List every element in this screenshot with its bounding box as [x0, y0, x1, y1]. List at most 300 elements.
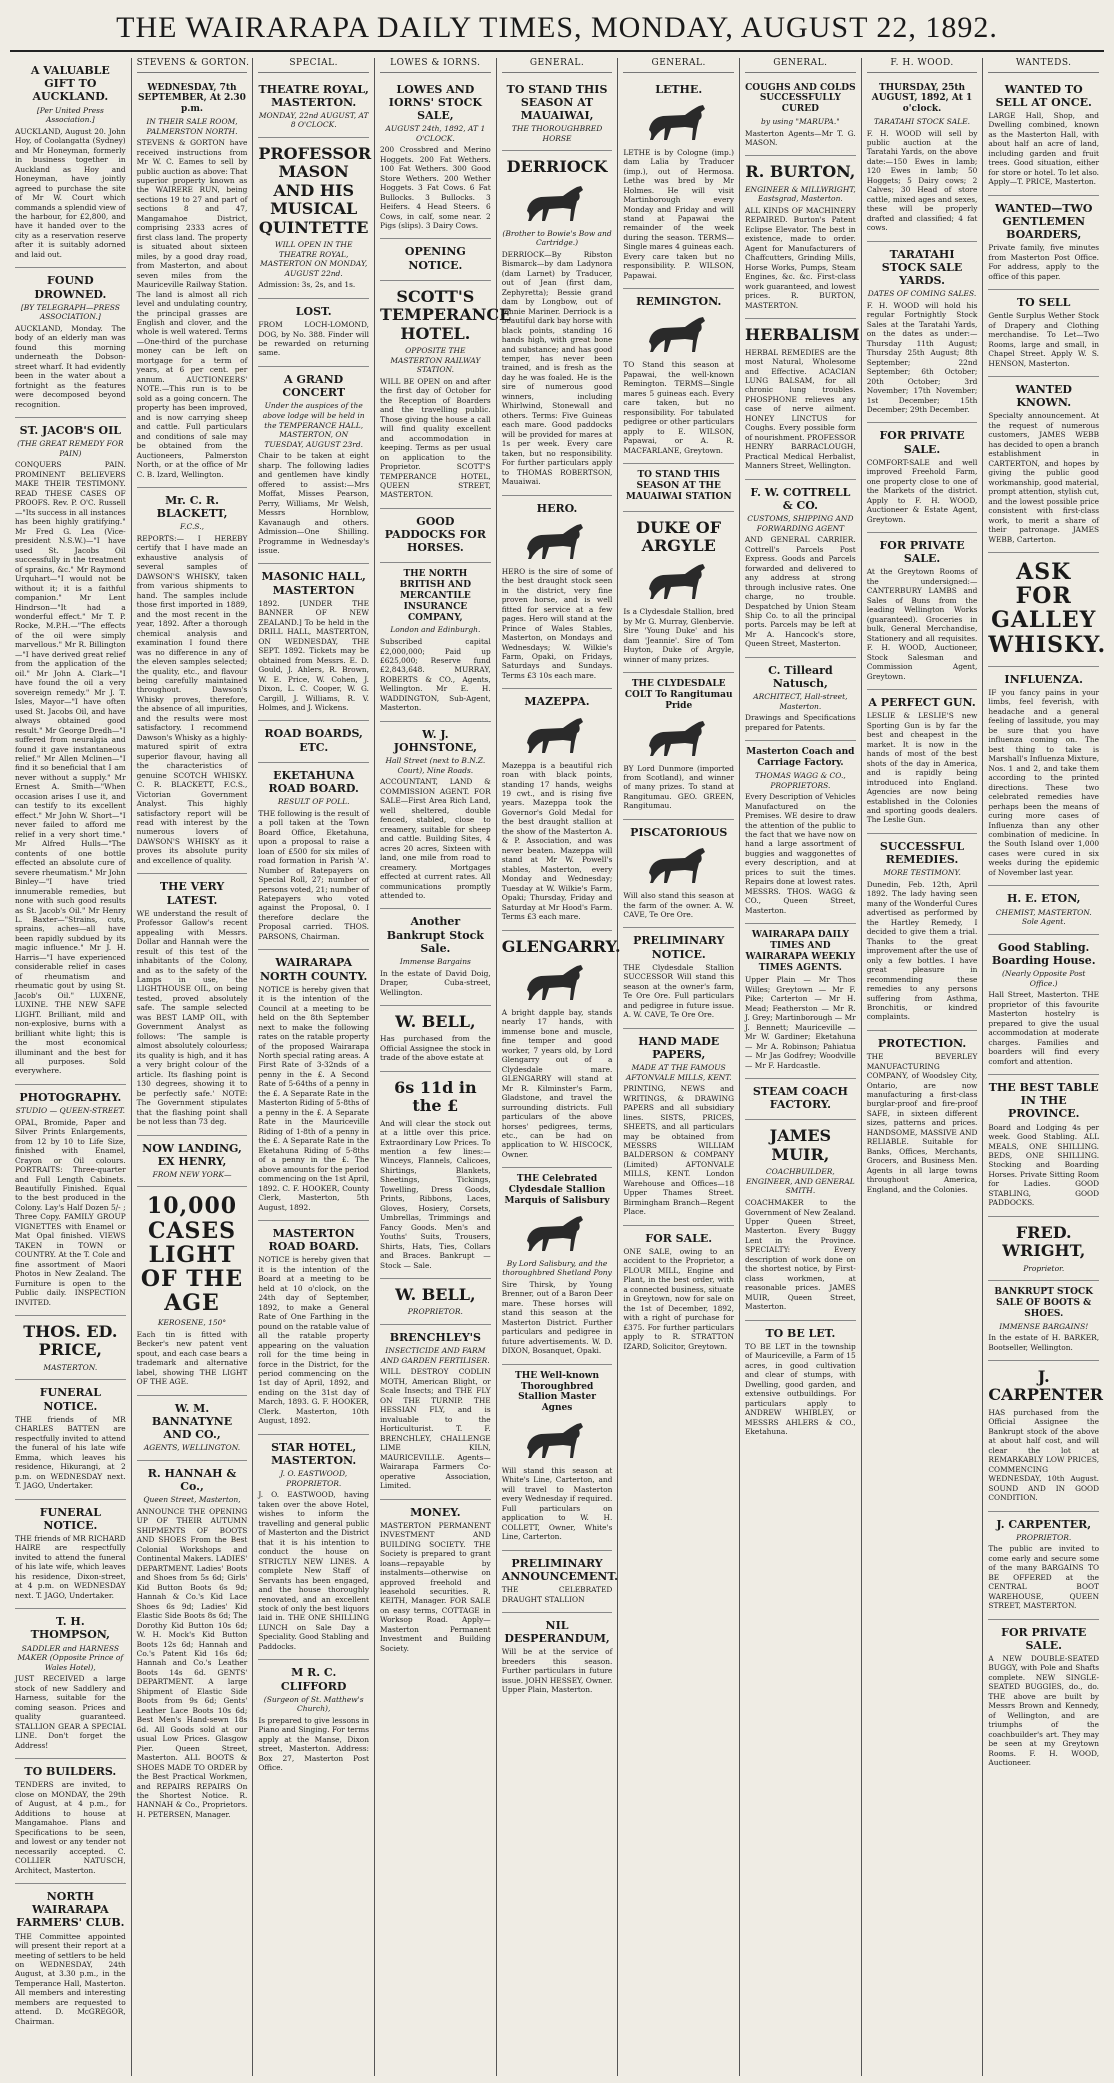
- advertisement: [380, 239, 491, 280]
- advertisement: [258, 564, 369, 721]
- ad-subtitle: Immense Bargains: [399, 957, 471, 967]
- column-6: [618, 58, 740, 2076]
- horse-illustration: [623, 312, 734, 356]
- ad-subtitle: CHEMIST, MASTERTON. Sole Agent.: [995, 907, 1092, 927]
- ad-title: FOR PRIVATE SALE.: [1001, 1625, 1087, 1652]
- ad-title: TO STAND THIS SEASON AT THE MAUAIWAI STATION: [625, 470, 732, 502]
- ad-subtitle: (Brother to Bowie's Bow and Cartridge.): [502, 228, 612, 248]
- ad-body: DERRIOCK—By Ribston Bismarck—by dam Ladynora (dam Larnet) by Traducer, out of Jean (first dam, Zephyretta); Bessie grand dam by Longbow, out of Jennie Mariner. Derriock is a beautiful dark bay horse with black points, standing 16 hands high, with great bone and substance; and has good temper, has never been trained, and is fresh as the day he was foaled. He is the sire of numerous good winners, including Whirlwind, Stonewall and others. Terms: Five Guineas each mare. Good paddocks will be provided for mares at 1s per week. Every care taken, but no responsibility. For further particulars apply to THOMAS ROBERTSON, Mauaiwai.: [501, 249, 613, 487]
- advertisement: [380, 909, 491, 1006]
- advertisement: [988, 935, 1099, 1075]
- ad-title: HAND MADE PAPERS,: [638, 1034, 720, 1061]
- advertisement: [745, 1321, 856, 1445]
- horse-illustration: [623, 100, 734, 144]
- ad-body: NOTICE is hereby given that it is the intention of the Board at a meeting to be held at 10 o'clock, on the 24th day of September, 1892, to make a General Rate of One Farthing in the pound on the ratable value of all the ratable property appearing on the valuation roll for the time being in force in the District, for the period commencing on the 1st day of April, 1892, and ending on the 31st day of March, 1893. G. F. HOOKER, Clerk. Masterton, 10th August, 1892.: [258, 1255, 370, 1426]
- ad-body: FROM LOCH-LOMOND, DOG, by No. 388. Finder will be rewarded on returning same.: [258, 320, 370, 358]
- horse-illustration: [502, 960, 613, 1004]
- ad-subtitle: MADE AT THE FAMOUS AFTONVALE MILLS, KENT.: [625, 1063, 732, 1082]
- ad-body: AUCKLAND, Monday. The body of an elderly man was found this morning underneath the Dobson-street wharf. It had evidently been in the water about a fortnight as the features were decomposed beyond recognition.: [15, 323, 126, 409]
- advertisement: [745, 319, 860, 479]
- advertisement: [988, 1281, 1099, 1361]
- column-2: [132, 58, 254, 2076]
- ad-body: Dunedin, Feb. 12th, April 1892. The lady having seen many of the Wonderful Cures advertised as performed by the Hartley Remedy, I decided to give them a trial. Thanks to the great improvement after the use of only a few bottles. I have great pleasure in recommending these remedies to any persons suffering from Asthma, Bronchitis, or kindred complaints.: [866, 879, 978, 1022]
- advertisement: [988, 667, 1099, 887]
- advertisement: [502, 496, 613, 690]
- column-header: SPECIAL.: [258, 58, 369, 73]
- advertisement: [15, 268, 126, 418]
- ad-title: A PERFECT GUN.: [868, 696, 976, 710]
- advertisement: [258, 299, 369, 367]
- ad-body: TENDERS are invited, to close on MONDAY, the 29th of August, at 4 p.m., for Additions to house at Mangamahoe. Plans and Specifications to be seen, and lowest or any tender not necessarily accepted. C. COLLIER NATUSCH, Architect, Masterton.: [15, 1780, 126, 1875]
- ad-title: THE Well-known Thoroughbred Stallion Master Agnes: [515, 1370, 599, 1414]
- ad-title: WANTED KNOWN.: [1015, 383, 1072, 410]
- horse-illustration: [502, 519, 613, 563]
- advertisement: [988, 1075, 1099, 1217]
- advertisement: [745, 156, 856, 319]
- advertisement: [623, 820, 734, 929]
- ad-body: WE understand the result of Professor Gallow's recent appealing with Messrs. Dollar and Hannah were the result of this test of the inhabitants of the Colony, and as to the safety of the Lamps in use, the LIGHTHOUSE OIL, on being tested, proved absolutely safe. The sample selected was BEST LAMP OIL, with Government Analyst as follows: 'The sample is almost absolutely colourless; its quality is high, and it has a very bright colour of the article. Its flashing point is 130 degrees, showing it to be perfectly safe.' NOTE: The Government stipulates that the flashing point shall be not less than 73 deg.: [136, 908, 248, 1127]
- advertisement: [745, 741, 856, 924]
- ad-title: THEATRE ROYAL, MASTERTON.: [258, 82, 369, 109]
- advertisement: [745, 658, 856, 742]
- ad-body: Specialty announcement. At the request of numerous customers, JAMES WEBB has decided to open a branch establishment in CARTERTON, and hopes by giving the public good workmanship, good material, prompt attention, stylish cut, and the lowest possible price consistent with first-class work, to merit a share of their patronage. JAMES WEBB, Carterton.: [988, 411, 1100, 544]
- ad-title: 10,000 CASES LIGHT OF THE AGE: [140, 1193, 244, 1317]
- ad-body: The public are invited to come early and secure some of the many BARGAINS TO BE OFFERED at the CENTRAL BOOT WAREHOUSE, QUEEN STREET, MASTERTON.: [988, 1544, 1100, 1611]
- advertisement: [988, 1217, 1099, 1281]
- ad-body: LESLIE & LESLIE'S new Sporting Gun is by far the best and cheapest in the market. It is now in the hands of most of the best shots of the day in America, and is rapidly being introduced into England. Agencies are now being established in the Colonies and sporting goods dealers. The Leslie Gun.: [866, 711, 978, 825]
- ad-subtitle: Proprietor.: [1023, 1263, 1065, 1273]
- ad-body: A NEW DOUBLE-SEATED BUGGY, with Pole and Shafts complete. NEW SINGLE-SEATED BUGGIES, do., do. THE above are built by Messrs Brown and Kennedy, of Wellington, and are triumphs of the coachbuilder's art. They may be seen at my Greytown Rooms. F. H. WOOD, Auctioneer.: [988, 1654, 1100, 1768]
- ad-subtitle: FROM NEW YORK—: [152, 1169, 232, 1179]
- ad-body: In the estate of David Doig, Draper, Cuba-street, Wellington.: [380, 968, 491, 997]
- ad-title: WAIRARAPA DAILY TIMES AND WAIRARAPA WEEKLY TIMES AGENTS.: [745, 930, 856, 973]
- advertisement: [502, 1365, 613, 1551]
- ad-title: W. BELL,: [395, 1285, 476, 1305]
- ad-title: A GRAND CONCERT: [282, 372, 346, 400]
- advertisement: [137, 1136, 248, 1188]
- ad-subtitle: F.C.S.,: [180, 522, 204, 532]
- advertisement: [15, 1759, 126, 1884]
- advertisement: [15, 1316, 126, 1380]
- ad-title: THE NORTH BRITISH AND MERCANTILE INSURANCE COMPANY,: [399, 569, 472, 623]
- ad-body: Is prepared to give lessons in Piano and Singing. For terms apply at the Manse, Dixon street, Masterton. Address: Box 27, Masterton Post Office.: [258, 1715, 370, 1773]
- column-header: STEVENS & GORTON.: [137, 58, 248, 73]
- advertisement: [258, 367, 369, 565]
- ad-subtitle: AGENTS, WELLINGTON.: [143, 1443, 241, 1453]
- ad-body: And will clear the stock out at a little over this price. Extraordinary Low Prices. To mention a few lines:—Winceys, Flannels, Calicoes, Shirtings, Blankets, Sheetings, Tickings, Towelling, Dress Goods, Prints, Ribbons, Laces, Gloves, Hosiery, Corsets, Umbrellas, Trimmings and Fancy Goods. Men's and Youths' Suits, Trousers, Shirts, Hats, Ties, Collars and Braces. Bankrupt — Stock — Sale.: [380, 1118, 491, 1270]
- ad-body: COACHMAKER to the Government of New Zealand. Upper Queen Street, Masterton. Every Buggy Lent in the Province. SPECIALTY: Every description of work done on the shortest notice, by First-class workmen, at reasonable prices. JAMES MUIR, Queen Street, Masterton.: [745, 1198, 856, 1312]
- advertisement: [623, 512, 734, 674]
- ad-title: H. E. ETON,: [1006, 892, 1081, 906]
- ad-title: FRED. WRIGHT,: [1002, 1222, 1086, 1261]
- advertisement: [745, 1120, 856, 1320]
- advertisement: [988, 77, 1099, 196]
- ad-title: STAR HOTEL, MASTERTON.: [271, 1440, 357, 1467]
- ad-title: ROAD BOARDS, ETC.: [264, 727, 363, 754]
- ad-body: THE CELEBRATED DRAUGHT STALLION: [501, 1585, 613, 1604]
- ad-subtitle: AUGUST 24th, 1892, AT 1 O'CLOCK.: [385, 124, 486, 143]
- advertisement: [258, 1435, 369, 1661]
- advertisement: [137, 874, 248, 1135]
- ad-subtitle: WILL OPEN IN THE THEATRE ROYAL, MASTERTON ON MONDAY, AUGUST 22nd.: [260, 240, 368, 278]
- ad-subtitle: SADDLER and HARNESS MAKER (Opposite Prince of Wales Hotel),: [17, 1643, 124, 1672]
- ad-title: J. CARPENTER: [988, 1367, 1104, 1405]
- ad-subtitle: RESULT OF POLL.: [277, 797, 350, 807]
- ad-body: ONE SALE, owing to an accident to the Proprietor, a FLOUR MILL, Engine and Plant, in the best order, with a connected business, situate in Greytown, now for sale on the 1st of December, 1892, with a right of purchase for £375. For further particulars apply to R. STRATTON IZARD, Solicitor, Greytown.: [623, 1246, 735, 1351]
- advertisement: [380, 1006, 491, 1072]
- ad-title: PROTECTION.: [877, 1036, 967, 1050]
- ad-body: Gentle Surplus Wether Stock of Drapery and Clothing merchandise. To Let—Two Rooms, large and small, in Chapel Street. Apply W. S. HENSON, Masterton.: [988, 311, 1100, 368]
- ad-body: STEVENS & GORTON have received instructions from Mr W. C. Eames to sell by public auction as above: That superior property known as the WAIRERE RUN, being sections 19 to 27 and part of sections 8 and 47, Mangamahoe District, comprising 2333 acres of first class land. The property is situated about sixteen miles, by a good dray road, from Masterton, and about seven miles from the Mauriceville Railway Station. The land is almost all rich level and undulating country, the principal grasses are English and clover, and the whole is well watered. Terms—One-third of the purchase money can be left on mortgage for a term of years, at 6 per cent. per annum. AUCTIONEERS' NOTE.—This run is to be sold as a going concern. The property has been improved, and is now carrying sheep and cattle. Full particulars and conditions of sale may be obtained from the Auctioneers, Palmerston North, or at the office of Mr C. B. Izard, Wellington.: [136, 138, 248, 479]
- ad-body: Private family, five minutes from Masterton Post Office. For address, apply to the office of this paper.: [988, 243, 1100, 281]
- ad-title: PHOTOGRAPHY.: [19, 1090, 122, 1104]
- horse-illustration: [502, 713, 613, 757]
- horse-illustration: [623, 716, 734, 760]
- ad-body: 200 Crossbred and Merino Hoggets. 200 Fat Wethers. 100 Fat Wethers. 300 Good Store Wethers. 200 Wether Hoggets. 3 Fat Cows. 6 Fat Bullocks. 3 Bullocks. 3 Heifers. 4 Head Steers. 6 Cows, in calf, some near. 2 Pigs (slips). 3 Dairy Cows.: [380, 145, 491, 231]
- ad-body: PRINTING, NEWS and WRITINGS, & DRAWING PAPERS and all subsidiary lines. SISTS, PRICES, SHEETS, and all particulars may be obtained from MESSRS WILLIAM BALDERSON & COMPANY (Limited) AFTONVALE MILLS, KENT. London Warehouse and Offices—18 Upper Thames Street. Birmingham Branch—Regent Place.: [623, 1084, 735, 1217]
- ad-body: WILL BE OPEN on and after the first day of October for the Reception of Boarders and the travelling public. Those giving the house a call will find quality excellent and accommodation in keeping. Terms as per usual on application to the Proprietor. SCOTT'S TEMPERANCE HOTEL, QUEEN STREET, MASTERTON.: [380, 376, 491, 500]
- ad-subtitle: COACHBUILDER, ENGINEER, AND GENERAL SMITH.: [745, 1167, 855, 1196]
- advertisement: [867, 242, 978, 424]
- advertisement: [502, 77, 613, 152]
- ad-title: BRENCHLEY'S: [389, 1331, 481, 1345]
- ad-title: WANTED—TWO GENTLEMEN BOARDERS,: [994, 201, 1093, 242]
- advertisement: [15, 1500, 126, 1610]
- advertisement: [258, 1660, 369, 1780]
- ad-subtitle: J. O. EASTWOOD, PROPRIETOR.: [280, 1469, 348, 1488]
- advertisement: [380, 1325, 491, 1499]
- ad-subtitle: PROPRIETOR.: [1016, 1532, 1072, 1542]
- ad-subtitle: DATES OF COMING SALES.: [867, 289, 977, 299]
- advertisement: [15, 58, 126, 268]
- ad-title: SCOTT'S TEMPERANCE HOTEL.: [380, 286, 512, 343]
- advertisement: [15, 418, 126, 1085]
- ad-title: INFLUENZA.: [1004, 672, 1083, 686]
- ad-title: W. J. JOHNSTONE,: [393, 727, 477, 754]
- advertisement: [623, 464, 734, 511]
- ad-title: TO SELL: [1017, 296, 1071, 310]
- column-8: [862, 58, 984, 2076]
- ad-body: Admission: 3s, 2s, and 1s.: [258, 280, 356, 290]
- ad-body: A bright dapple bay, stands nearly 17 hands, with immense bone and muscle, fine temper and good worker, 7 years old, by Lord Glengarry out of a Clydesdale mare. GLENGARRY will stand at Mr R. Kilminster's Farm, Gladstone, and travel the surrounding districts. Full particulars of the above horses' pedigrees, terms, etc., can be had on application to W. HISCOCK, Owner.: [501, 1007, 613, 1159]
- ad-body: REPORTS:— I HEREBY certify that I have made an exhaustive analysis of several samples of DAWSON'S WHISKY, taken from various shipments to hand. The samples include those first imported in 1889, and the most recent in the year, 1892. After a thorough chemical analysis and examination I found there was no difference in any of the eleven samples selected; the quality, etc., and flavour being carefully maintained throughout. Dawson's Whisky proves, therefore, the absence of all impurities, and the results were most satisfactory. I recommend Dawson's Whisky as a highly-matured spirit of extra superior flavour, having all the characteristics of genuine SCOTCH WHISKY. C. R. BLACKETT, F.C.S., Victorian Government Analyst. This highly satisfactory report will be read with interest by the numerous lovers of DAWSON'S WHISKY as it proves its absolute purity and excellence of quality.: [136, 533, 248, 865]
- advertisement: [15, 1085, 126, 1316]
- ad-title: R. HANNAH & Co.,: [147, 1466, 237, 1494]
- ad-subtitle: ENGINEER & MILLWRIGHT, Eastsgrad, Masterton.: [745, 184, 856, 204]
- ad-title: FUNERAL NOTICE.: [39, 1386, 101, 1413]
- ad-title: STEAM COACH FACTORY.: [752, 1085, 848, 1112]
- ad-title: SUCCESSFUL REMEDIES.: [879, 839, 965, 867]
- advertisement: [258, 763, 369, 951]
- ad-body: Every Description of Vehicles Manufactured on the Premises. WE desire to draw the attention of the public to the fact that we have now on hand a large assortment of buggies and waggonettes of every description, and at prices to suit the times. Repairs done at lowest rates. MESSRS. THOS. WAGG & CO., Queen Street, Masterton.: [745, 792, 856, 915]
- ad-subtitle: (Nearly Opposite Post Office.): [1001, 969, 1086, 988]
- ad-body: THE following is the result of a poll taken at the Town Board Office, Eketahuna, upon a proposal to raise a loan of £500 for six miles of road formation in Parish 'A'. Number of Ratepayers on Special Roll, 27; number of persons voted, 21; number of Ratepayers who voted against the Proposal, 0. I therefore declare the Proposal carried. THOS. PARSONS, Chairman.: [258, 808, 370, 941]
- ad-title: TARATAHI STOCK SALE YARDS.: [881, 247, 963, 288]
- ad-title: PRELIMINARY NOTICE.: [633, 934, 725, 961]
- ad-title: NORTH WAIRARAPA FARMERS' CLUB.: [16, 1890, 125, 1930]
- ad-subtitle: By Lord Salisbury, and the thoroughbred Shetland Pony: [502, 1258, 612, 1278]
- ad-title: Mr. C. R. BLACKETT,: [156, 493, 228, 521]
- advertisement: [867, 77, 978, 242]
- ad-subtitle: Hall Street (next to B.N.Z. Court), Nine Roads.: [385, 756, 486, 775]
- ad-title: FOR PRIVATE SALE.: [879, 539, 965, 566]
- ad-body: TO BE LET in the township of Mauriceville, a Farm of 15 acres, in good cultivation and clear of stumps, with Dwelling, good garden, and extensive outbuildings. For particulars apply to ANDREW WHIBLEY, or MESSRS AHLERS & CO., Eketahuna.: [745, 1341, 856, 1437]
- ad-title: TO BE LET.: [765, 1326, 836, 1340]
- ad-body: WILL DESTROY CODLIN MOTH, American Blight, or Scale Insects; and THE FLY ON THE TURNIP. THE HESSIAN FLY, and is invaluable to the Horticulturist. T. F. BRENCHLEY, CHALLENGE LIME KILN, MAURICEVILLE. Agents—Wairarapa Farmers Co-operative Association, Limited.: [380, 1367, 491, 1491]
- ad-subtitle: IMMENSE BARGAINS!: [999, 1321, 1089, 1331]
- ad-body: F. H. WOOD will hold his regular Fortnightly Stock Sales at the Taratahi Yards, on the dates as under:—Thursday 11th August; Thursday 25th August; 8th September; 22nd September; 6th October; 20th October; 3rd November; 17th November; 1st December; 15th December; 29th December.: [866, 300, 978, 414]
- ad-body: Will also stand this season at the farm of the owner. A. W. CAVE, Te Ore Ore.: [623, 891, 735, 919]
- ad-title: COUGHS AND COLDS SUCCESSFULLY CURED: [745, 82, 856, 115]
- ad-title: DERRIOCK: [506, 157, 608, 177]
- ad-title: THE Celebrated Clydesdale Stallion Marquis of Salisbury: [504, 1174, 610, 1207]
- ad-body: COMFORT-SALE and well improved Freehold Farm, one property close to one of the Markets of the district. Apply to F. H. WOOD, Auctioneer & Estate Agent, Greytown.: [866, 457, 978, 524]
- column-header: GENERAL.: [502, 58, 613, 73]
- ad-title: Masterton Coach and Carriage Factory.: [746, 747, 855, 769]
- ad-title: 6s 11d in the £: [394, 1077, 477, 1116]
- ad-subtitle: [Per United Press Association.]: [36, 105, 104, 125]
- ad-title: WAIRARAPA NORTH COUNTY.: [259, 956, 368, 983]
- ad-body: Each tin is fitted with Becker's new patent vent spout, and each case bears a trademark and alternative label, showing THE LIGHT OF THE AGE.: [136, 1330, 248, 1387]
- column-header: GENERAL.: [745, 58, 856, 73]
- ad-title: WANTED TO SELL AT ONCE.: [995, 82, 1092, 109]
- ad-body: JUST RECEIVED a large stock of new Saddlery and Harness, suitable for the coming season. Prices and quality guaranteed. STALLION GEAR A SPECIAL LINE. Don't forget the Address!: [15, 1674, 126, 1750]
- ad-title: HERO.: [536, 501, 578, 515]
- ad-body: THE friends of MR RICHARD HAIRE are respectfully invited to attend the funeral of his late wife, which leaves his residence, Dixon-street, at 4 p.m. on WEDNESDAY next. T. JAGO, Undertaker.: [15, 1533, 126, 1600]
- advertisement: [502, 151, 613, 495]
- ad-title: ST. JACOB'S OIL: [19, 424, 122, 438]
- advertisement: [988, 377, 1099, 553]
- ad-body: HAS purchased from the Official Assignee the Bankrupt stock of the above at about half cost, and will clear the lot at REMARKABLY LOW PRICES, COMMENCING WEDNESDAY, 10th August. SOUND AND IN GOOD CONDITION.: [988, 1407, 1100, 1503]
- advertisement: [623, 1226, 734, 1359]
- ad-body: IF you fancy pains in your limbs, feel feverish, with headache and a general feeling of lassitude, you may be sure that you have influenza coming on. The best thing to take is Marshall's Influenza Mixture, Nos. 1 and 2, and take them according to the printed directions. These two celebrated remedies have perhaps been the means of curing more cases of Influenza than any other combination of medicine. In the South Island over 1,000 cases were cured in six weeks during the epidemic of November last year.: [988, 687, 1100, 877]
- horse-illustration: [502, 1211, 613, 1255]
- ad-title: M R. C. CLIFFORD: [280, 1666, 347, 1693]
- ad-title: THE CLYDESDALE COLT To Rangitumau Pride: [624, 679, 733, 711]
- ad-title: MONEY.: [410, 1505, 461, 1519]
- ad-title: F. W. COTTRELL & CO.: [750, 485, 851, 512]
- ad-title: EKETAHUNA ROAD BOARD.: [268, 768, 359, 795]
- ad-title: T. H. THOMPSON,: [30, 1615, 110, 1642]
- ad-body: LARGE Hall, Shop, and Dwelling combined, known as the Masterton Hall, with about half an acre of land, including garden and fruit trees. Good situation, either for store or hotel. To let also. Apply—T. PRICE, Masterton.: [988, 110, 1100, 187]
- ad-body: Drawings and Specifications prepared for Patents.: [745, 713, 856, 732]
- ad-body: Chair to be taken at eight sharp. The following ladies and gentlemen have kindly offered to assist:—Mrs Moffat, Misses Pearson, Perry, Williams, Mr Welsh, Messrs Hornblow, Kavanaugh and others. Admission—One Shilling. Programme in Wednesday's issue.: [258, 451, 370, 555]
- ad-title: TO BUILDERS.: [24, 1765, 117, 1779]
- ad-title: MAZEPPA.: [524, 695, 590, 709]
- ad-title: OPENING NOTICE.: [404, 245, 466, 272]
- column-5: [497, 58, 619, 2076]
- ad-body: At the Greytown Rooms of the undersigned:— CANTERBURY LAMBS and Sales of Buns from the leading Wellington Works (guaranteed). Groceries in bulk, General Merchandise, Stationery and all requisites. F. H. WOOD, Auctioneer, Stock Salesman and Commission Agent, Greytown.: [866, 567, 978, 681]
- ad-body: Will stand this season at White's Line, Carterton, and will travel to Masterton every Wednesday if required. Full particulars on application to W. H. COLLETT, Owner, White's Line, Carterton.: [501, 1465, 613, 1542]
- ad-title: BANKRUPT STOCK SALE OF BOOTS & SHOES.: [994, 1287, 1093, 1319]
- ad-subtitle: THOMAS WAGG & CO., PROPRIETORS.: [755, 770, 846, 790]
- ad-body: THE friends of MR CHARLES BATTEN are respectfully invited to attend the funeral of his late wife Emma, which leaves his residence, Hikurangi, at 2 p.m. on WEDNESDAY next. T. JAGO, Undertaker.: [15, 1414, 126, 1491]
- ad-body: HERBAL REMEDIES are the most Natural, Wholesome and Effective. ACACIAN LUNG BALSAM, for all chronic lung troubles. PHOSPHONE relieves any case of nerve ailment. HONEY LINCTUS for Coughs. Every possible form of nourishment. PROFESSOR HENRY BARRACLOUGH, Practical Medical Herbalist, Manners Street, Wellington.: [745, 347, 856, 471]
- advertisement: [137, 77, 248, 488]
- advertisement: [258, 721, 369, 762]
- advertisement: [258, 138, 372, 299]
- advertisement: [745, 77, 856, 157]
- ad-body: Upper Plain — Mr Thos Willes; Greytown — Mr F. Pike; Carterton — Mr H. Mead; Featherston — Mr R. J. Grey; Martinborough — Mr J. Bennett; Mauriceville — Mr W. Gardiner; Eketahuna — Mr A. Robinson; Pahiatua — Mr Jas Godfrey; Woodville — Mr F. Hardcastle.: [745, 975, 856, 1070]
- ad-subtitle: by using "MARUPA.": [761, 116, 840, 126]
- advertisement: [867, 690, 978, 834]
- ad-subtitle: OPPOSITE THE MASTERTON RAILWAY STATION.: [390, 346, 481, 375]
- horse-illustration: [502, 181, 613, 225]
- ad-title: WEDNESDAY, 7th SEPTEMBER, At 2.30 p.m.: [138, 82, 246, 115]
- ad-title: Another Bankrupt Stock Sale.: [386, 915, 484, 955]
- advertisement: [258, 77, 369, 139]
- ad-title: LETHE.: [655, 82, 703, 96]
- masthead-title: THE WAIRARAPA DAILY TIMES, MONDAY, AUGUST 22, 1892.: [10, 6, 1104, 52]
- ad-title: FOR PRIVATE SALE.: [879, 429, 965, 456]
- ad-title: TO STAND THIS SEASON AT MAUAIWAI,: [506, 82, 608, 122]
- advertisement: [988, 1620, 1099, 1776]
- column-3: [253, 58, 375, 2076]
- column-header: WANTEDS.: [988, 58, 1099, 73]
- column-4: [375, 58, 512, 2076]
- advertisement: [623, 289, 734, 464]
- advertisement: [258, 1221, 369, 1435]
- column-header: F. H. WOOD.: [867, 58, 978, 73]
- ad-title: HERBALISM: [745, 325, 860, 345]
- columns: [10, 58, 1107, 2076]
- ad-body: Mazeppa is a beautiful rich roan with black points, standing 17 hands, weighs 19 cwt., and is rising five years. Mazeppa took the Governor's Gold Medal for the best draught stallion at the show of the Masterton A. & P. Association, and was never beaten. Mazeppa will stand at Mr W. Powell's stables, Masterton, every Monday and Wednesday; Tuesday at W. Wilkie's Farm, Opaki; Thursday, Friday and Saturday at Mr Hood's Farm. Terms £3 each mare.: [501, 760, 613, 922]
- ad-body: Is a Clydesdale Stallion, bred by Mr G. Murray, Glenbervie. Sire 'Young Duke' and his dam 'Jeannie'. Sire of Tom Huyton, Duke of Argyle, winner of many prizes.: [623, 607, 735, 664]
- ad-title: JAMES MUIR,: [769, 1126, 832, 1164]
- ad-body: TO Stand this season at Papawai, the well-known Remington. TERMS—Single mares 5 guineas each. Every care taken, but no responsibility. For tabulated pedigree or other particulars apply to E. WILSON, Papawai, or A. R. MACFARLANE, Greytown.: [623, 360, 735, 455]
- ad-title: THE VERY LATEST.: [159, 880, 225, 907]
- advertisement: [988, 553, 1107, 667]
- horse-illustration: [623, 843, 734, 887]
- advertisement: [745, 480, 856, 658]
- ad-title: MASONIC HALL, MASTERTON: [261, 570, 366, 597]
- advertisement: [380, 1279, 491, 1325]
- ad-body: J. O. EASTWOOD, having taken over the above Hotel, wishes to inform the travelling and general public of Masterton and the District that it is his intention to conduct the house on STRICTLY NEW LINES. A complete New Staff of Servants has been engaged, and the house thoroughly renovated, and an excellent stock of only the best liquors laid in. THE ONE SHILLING LUNCH on Sale Day a Speciality. Good Stabling and Paddocks.: [258, 1490, 370, 1651]
- ad-title: THURSDAY, 25th AUGUST, 1892, At 1 o'clock.: [871, 82, 973, 115]
- advertisement: [380, 1500, 491, 1662]
- ad-title: THOS. ED. PRICE,: [23, 1322, 118, 1360]
- ad-body: Board and Lodging 4s per week. Good Stabling. ALL MEALS, ONE SHILLING. BEDS, ONE SHILLING. Stocking and Boarding Horses. Private Sitting Room for Ladies. GOOD STABLING, GOOD PADDOCKS.: [988, 1122, 1100, 1208]
- ad-title: PRELIMINARY ANNOUNCEMENT.: [501, 1556, 618, 1583]
- ad-body: Subscribed capital £2,000,000; Paid up £625,000; Reserve fund £2,843,648. MURRAY, ROBERTS & CO., Agents, Wellington. Mr E. H. WADDINGTON, Sub-Agent, Masterton.: [380, 637, 491, 713]
- ad-title: LOWES AND IORNS' STOCK SALE,: [388, 82, 482, 122]
- ad-title: GOOD PADDOCKS FOR HORSES.: [384, 514, 486, 555]
- ad-body: ALL KINDS OF MACHINERY REPAIRED. Burton's Patent Eclipse Elevator. The best in existence, made to order. Agent for Manufacturers of Chaffcutters, Grinding Mills, Horse Works, Pumps, Steam Engines, &c. &c. First-class work guaranteed, and lowest prices. R. BURTON, MASTERTON.: [745, 206, 856, 310]
- advertisement: [137, 1187, 248, 1395]
- ad-title: GLENGARRY.: [501, 936, 621, 956]
- advertisement: [15, 1380, 126, 1499]
- ad-subtitle: IN THEIR SALE ROOM, PALMERSTON NORTH.: [146, 116, 238, 136]
- column-9: [983, 58, 1107, 2076]
- ad-body: BY Lord Dunmore (imported from Scotland), and winner of many prizes. To stand at Rangitumau. GEO. GREEN, Rangitumau.: [623, 763, 735, 811]
- ad-title: Good Stabling. Boarding House.: [991, 940, 1096, 967]
- advertisement: [501, 1551, 618, 1613]
- advertisement: [258, 950, 369, 1221]
- ad-subtitle: PROPRIETOR.: [407, 1307, 463, 1317]
- ad-title: A VALUABLE GIFT TO AUCKLAND.: [30, 64, 110, 104]
- ad-subtitle: ARCHITECT, Hall-street, Masterton.: [753, 692, 848, 711]
- ad-subtitle: TARATAHI STOCK SALE.: [874, 116, 971, 126]
- ad-subtitle: (Surgeon of St. Matthew's Church),: [263, 1694, 364, 1714]
- advertisement: [988, 886, 1099, 934]
- advertisement: [380, 722, 491, 910]
- advertisement: [502, 689, 613, 930]
- ad-subtitle: INSECTICIDE AND FARM AND GARDEN FERTILISER.: [381, 1346, 490, 1365]
- advertisement: [137, 1396, 248, 1461]
- advertisement: [501, 931, 621, 1169]
- column-1: [10, 58, 132, 2076]
- column-header: LOWES & IORNS.: [380, 58, 491, 73]
- ad-subtitle: (THE GREAT REMEDY FOR PAIN): [17, 439, 124, 458]
- ad-title: LOST.: [295, 304, 332, 318]
- ad-title: W. M. BANNATYNE AND CO.,: [151, 1401, 233, 1442]
- advertisement: [988, 290, 1099, 377]
- ad-title: FUNERAL NOTICE.: [39, 1505, 101, 1532]
- ad-subtitle: MORE TESTIMONY.: [883, 868, 961, 878]
- advertisement: [988, 196, 1099, 290]
- ad-title: NOW LANDING, EX HENRY,: [142, 1141, 242, 1168]
- ad-title: REMINGTON.: [636, 295, 722, 309]
- ad-body: ANNOUNCE THE OPENING UP OF THEIR AUTUMN SHIPMENTS OF BOOTS AND SHOES From the Best Colonial Workshops and Continental Makers. LADIES' DEPARTMENT. Ladies' Boots and Shoes from 5s 6d; Girls' Kid Button Boots 6s 9d; Hannah & Co.'s Kid Lace Shoes 6s 9d; Ladies' Kid Elastic Side Boots 8s 6d; The Dorothy Kid Button 10s 6d; W. H. Mock's Kid Button Boots 12s 6d; Hannah and Co.'s Patent Kid 16s 6d; Hannah and Co.'s Leather Boots 14s 6d. GENTS' DEPARTMENT. A large Shipment of Elastic Side Boots from 9s 6d; Gents' Leather Lace Boots 10s 6d; Best Men's Hand-sewn 18s 6d. All Goods sold at our usual Low Prices. Glasgow Pier. Queen Street, Masterton. ALL BOOTS & SHOES MADE TO ORDER by the Best Practical Workmen, and REPAIRS REPAIRS On the Shortest Notice. R. HANNAH & Co., Proprietors. H. PETERSEN, Manager.: [136, 1506, 248, 1819]
- ad-body: OPAL, Bromide, Paper and Silver Prints Enlargements, from 12 by 10 to Life Size, finished with Enamel, Crayon or Oil colours. PORTRAITS: Three-quarter and Full Length Cabinets. Beautifully Finished. Equal to the best produced in the Colony. Lay's Half Dozen 5/- ; Three Copy. FAMILY GROUP VIGNETTES with Enamel or Mat Opal finished. VIEWS TAKEN in TOWN or COUNTRY. At the T. Cole and fine assortment of Maori Photos in New Zealand. The Furniture is open to the Public daily. INSPECTION INVITED.: [15, 1117, 126, 1307]
- ad-title: FOR SALE.: [645, 1231, 713, 1245]
- ad-subtitle: MASTERTON.: [43, 1362, 98, 1372]
- ad-title: THE BEST TABLE IN THE PROVINCE.: [988, 1081, 1099, 1121]
- advertisement: [15, 1609, 126, 1759]
- ad-title: R. BURTON,: [745, 162, 856, 182]
- ad-body: CONQUERS PAIN. PROMINENT BELIEVERS MAKE THEIR TESTIMONY. READ THESE CASES OF PROOFS. Rev. P. O'C. Russell—"Its success in all instances has been highly gratifying." Mr Fred G. Lea (Vice-president N.S.W.)—"I have used St. Jacobs Oil successfully in the treatment of sprains, &c." Mr Raymond Urquhart—"I would not be without it; it is a faithful companion." Mr Lent Hindrson—"It had a wonderful effect." Mr T. P. Rocke, M.P.H.—"The effects of the oil were simply marvellous." Mr R. Billington—"I have derived great relief from the application of the oil." Mr John A. Clark—"I have found the oil a very sovereign remedy." Mr J. T. Isles, Mayor—"I have often used St. Jacobs Oil, and have always obtained good result." Mr George Dredh—"I suffered from neuralgia and found it gave instantaneous relief." Mr Allen Mclinen—"I find it so beneficial that I am never without a supply." Mr Ernest A. Smith—"When occasion arises I use it, and can testify to its excellent effect." Mr John W. Short—"I never failed to afford me relief in a very short time." Mr Alfred Hulls—"The contents of one bottle effected an absolute cure of severe rheumatism." Mr John Binley—"I have tried innumerable remedies, but none with such good results as St. Jacob's Oil." Mr Henry L. Baxter—"Strains, cuts, sprains, aches—all have been rapidly subdued by its magic influence." Mr J. H. Harris—"I have experienced considerable relief in cases of rheumatism and rheumatic gout by using St. Jacob's Oil." LUXENE, LUXINE. THE NEW SAFE LIGHT. Brilliant, mild and non-explosive, burns with a brilliant white light; this is the most economical illuminant and the best for all purposes. Sold everywhere.: [15, 460, 126, 1076]
- advertisement: [623, 77, 734, 290]
- advertisement: [137, 488, 248, 874]
- ad-body: Sire Thirsk, by Young Brenner, out of a Baron Deer mare. These horses will stand this season at the Masterton District. Further particulars and pedigree in future advertisements. W. D. DIXON, Bosanquet, Opaki.: [501, 1280, 613, 1356]
- ad-body: LETHE is by Cologne (imp.) dam Lalia by Traducer (imp.), out of Hermosa. Lethe was bred by Mr Holmes. He will visit Martinborough every Monday and Friday and will stand at Papawai the remainder of the week during the season. TERMS—Single mares 4 guineas each. Every care taken but no responsibility. P. WILSON, Papawai.: [623, 147, 735, 280]
- ad-body: ACCOUNTANT, LAND & COMMISSION AGENT. FOR SALE—First Area Rich Land, well sheltered, double fenced, stabled, close to creamery, suitable for sheep and cattle. Building Sites, 4 acres 20 acres, Sixteen with land, one mile from road to creamery. Mortgages effected at current rates. All communications promptly attended to.: [380, 777, 491, 900]
- ad-body: 1892. [UNDER THE BANNER OF NEW ZEALAND.] To be held in the DRILL HALL, MASTERTON, ON WEDNESDAY, THE SEPT. 1892. Tickets may be obtained from Messrs. E. D. Gould, J. Ahlers, R. Brown, W. E. Price, W. Cohen, J. Dixon, L. C. Cooper, W. G. Cargill, J. Williams, R. V. Holmes, and J. Wickens.: [258, 598, 370, 712]
- advertisement: [988, 1512, 1099, 1620]
- advertisement: [623, 1029, 734, 1226]
- advertisement: [137, 1461, 248, 1827]
- horse-illustration: [623, 559, 734, 603]
- advertisement: [867, 533, 978, 690]
- ad-body: THE Clydesdale Stallion SUCCESSOR Will stand this season at the owner's farm, Te Ore Ore. Full particulars and pedigree in future issue. A. W. CAVE, Te Ore Ore.: [623, 962, 735, 1020]
- ad-body: In the estate of H. BARKER, Bootseller, Wellington.: [988, 1333, 1100, 1352]
- advertisement: [380, 509, 491, 564]
- ad-title: W. BELL,: [395, 1012, 476, 1032]
- ad-body: AND GENERAL CARRIER. Cottrell's Parcels Post Express. Goods and Parcels forwarded and delivered to any address at strong through inclusive rates. One charge, no trouble. Despatched by Union Steam Ship Co. to all the principal ports. Parcels may be left at Mr A. Hancock's store, Queen Street, Masterton.: [745, 535, 856, 649]
- ad-body: AUCKLAND, August 20. John Hoy, of Coolangatta (Sydney) and Mr Honeyman, formerly in business together in Auckland as Hoy and Honeyman, have jointly agreed to purchase the site of Mr W. Court which commands a splendid view of the harbour, for £2,800, and have it handed over to the city as a reservation reserve after it is suitably adorned and laid out.: [15, 126, 126, 259]
- ad-body: THE BEVERLEY MANUFACTURING COMPANY, of Woodsley City, Ontario, are now manufacturing a first-class burglar-proof and fire-proof SAFE, in sixteen different sizes, patterns and prices. HANDSOME, MASSIVE AND RELIABLE. Suitable for Banks, Offices, Merchants, Grocers, and Business Men. Agents in all large towns throughout America, England, and the Colonies.: [866, 1052, 978, 1194]
- horse-illustration: [502, 1418, 613, 1462]
- ad-body: Masterton Agents—Mr T. G. MASON.: [745, 128, 856, 147]
- ad-subtitle: CUSTOMS, SHIPPING AND FORWARDING AGENT: [747, 514, 854, 533]
- ad-body: THE Committee appointed will present their report at a meeting of settlers to be held on WEDNESDAY, 24th August, at 3.30 p.m., in the Temperance Hall, Masterton. All members and interesting members are requested to attend. D. McGREGOR, Chairman.: [15, 1931, 126, 2026]
- column-7: [740, 58, 862, 2076]
- ad-body: F. H. WOOD will sell by public auction at the Taratahi Yards, on the above date:—150 Ewes in lamb; 120 Ewes in lamb; 50 Hoggets; 5 Dairy cows; 2 Calves; 30 Head of store cattle, mixed ages and sexes, these will be properly drafted and classified; 4 fat cows.: [866, 128, 978, 233]
- advertisement: [867, 834, 978, 1031]
- ad-subtitle: MONDAY, 22nd AUGUST, AT 8 O'CLOCK.: [258, 110, 369, 130]
- ad-title: C. Tilleard Natusch,: [768, 663, 833, 691]
- ad-title: J. CARPENTER,: [996, 1517, 1092, 1531]
- advertisement: [745, 924, 856, 1079]
- ad-subtitle: Queen Street, Masterton,: [143, 1495, 241, 1505]
- column-header: GENERAL.: [623, 58, 734, 73]
- advertisement: [623, 928, 734, 1028]
- advertisement: [380, 1072, 491, 1279]
- ad-body: MASTERTON PERMANENT INVESTMENT AND BUILDING SOCIETY. THE Society is prepared to grant loans—repayable by instalments—otherwise on approved freehold and leasehold securities. R. KEITH, Manager. FOR SALE on easy terms, COTTAGE in Worksop Road. Apply—Masterton Permanent Investment and Building Society.: [380, 1520, 491, 1653]
- ad-body: Hall Street, Masterton. THE proprietor of this favourite Masterton hostelry is prepared to give the usual accommodation at moderate charges. Families and boarders will find every comfort and attention.: [988, 990, 1100, 1066]
- ad-title: ASK FOR GALLEY WHISKY.: [988, 559, 1107, 658]
- advertisement: [988, 1361, 1104, 1511]
